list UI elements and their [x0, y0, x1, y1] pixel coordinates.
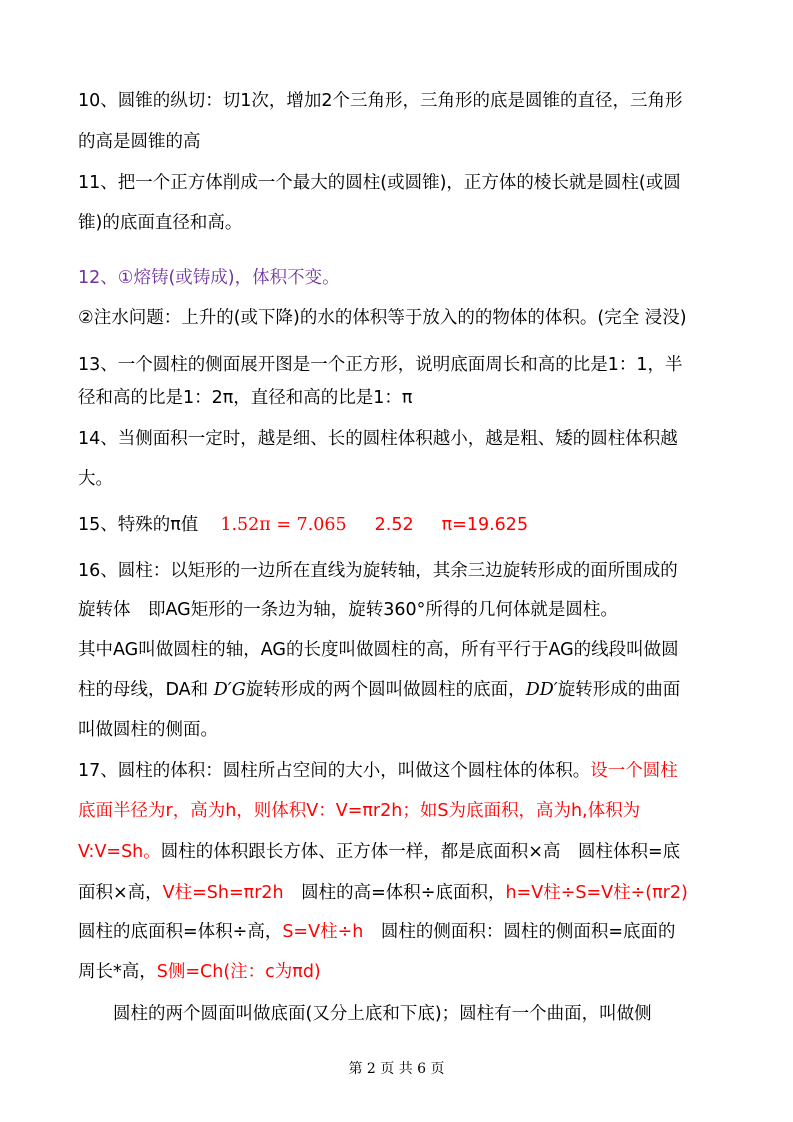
- formula-lateral-area: S侧=Ch(注：c为πd): [156, 962, 321, 982]
- item-16-line-2: 旋转体 即AG矩形的一条边为轴，旋转360°所得的几何体就是圆柱。: [78, 600, 618, 620]
- item-11-line-1: 11、把一个正方体削成一个最大的圆柱(或圆锥)，正方体的棱长就是圆柱(或圆: [78, 173, 681, 193]
- item-17-line-5-a: 圆柱的底面积=体积÷高，: [78, 922, 283, 942]
- paragraph-line: 圆柱的两个圆面叫做底面(又分上底和下底)；圆柱有一个曲面，叫做侧: [78, 1004, 652, 1024]
- item-17-line-1-b: 设一个圆柱: [590, 761, 678, 781]
- item-14-line-1: 14、当侧面积一定时，越是细、长的圆柱体积越小，越是粗、矮的圆柱体积越: [78, 429, 678, 449]
- item-16-line-1: 16、圆柱：以矩形的一边所在直线为旋转轴，其余三边旋转形成的面所围成的: [78, 561, 678, 581]
- item-17-line-6: [78, 961, 728, 983]
- item-17-line-4: [78, 882, 728, 904]
- special-pi-value-3: π=19.625: [441, 515, 529, 535]
- item-13-line-2: 径和高的比是1：2π，直径和高的比是1：π: [78, 388, 413, 408]
- page-footer: 第 2 页 共 6 页: [348, 1061, 445, 1077]
- item-11-line-2: 锥)的底面直径和高。: [78, 213, 243, 233]
- formula-volume: V柱=Sh=πr2h: [162, 883, 284, 903]
- item-17-line-3-b: 圆柱的体积跟长方体、正方体一样，都是底面积×高 圆柱体积=底: [160, 842, 681, 862]
- item-14-line-2: 大。: [78, 469, 113, 489]
- item-16-line-4: [78, 679, 728, 701]
- item-17-line-3-a: V:V=Sh。: [78, 842, 161, 862]
- formula-height: h=V柱÷S=V柱÷(πr2): [505, 883, 688, 903]
- item-16-line-3: 其中AG叫做圆柱的轴，AG的长度叫做圆柱的高，所有平行于AG的线段叫做圆: [78, 640, 679, 660]
- item-17-line-5: [78, 921, 728, 943]
- segment-dd-prime: DD′: [525, 680, 558, 700]
- item-15-label: 15、特殊的π值: [78, 515, 199, 535]
- item-17-line-1-a: 17、圆柱的体积：圆柱所占空间的大小，叫做这个圆柱体的体积。: [78, 761, 591, 781]
- item-10-line-1: 10、圆锥的纵切：切1次，增加2个三角形，三角形的底是圆锥的直径，三角形: [78, 91, 683, 111]
- item-12-line-1: 12、①熔铸(或铸成)，体积不变。: [78, 268, 340, 288]
- item-12-line-2: ②注水问题：上升的(或下降)的水的体积等于放入的的物体的体积。(完全 浸没): [78, 308, 687, 328]
- item-13-line-1: 13、一个圆柱的侧面展开图是一个正方形，说明底面周长和高的比是1：1，半: [78, 355, 683, 375]
- item-17-line-5-c: 圆柱的侧面积：圆柱的侧面积=底面的: [363, 922, 676, 942]
- special-pi-value-2: 2.52: [374, 515, 414, 535]
- item-16-line-4-c: 旋转形成的两个圆叫做圆柱的底面，: [245, 680, 526, 700]
- item-16-line-5: 叫做圆柱的侧面。: [78, 720, 218, 740]
- item-17-line-6-a: 周长*高，: [78, 962, 157, 982]
- item-17-line-1: [78, 760, 728, 782]
- item-17-line-3: [78, 841, 728, 863]
- item-16-line-4-a: 柱的母线，DA和: [78, 680, 214, 700]
- item-17-line-4-c: 圆柱的高=体积÷底面积，: [283, 883, 506, 903]
- special-pi-value-1: 1.52π = 7.065: [220, 515, 347, 535]
- item-15-line: [78, 514, 728, 536]
- item-10-line-2: 的高是圆锥的高: [78, 132, 201, 152]
- item-17-line-2: 底面半径为r，高为h，则体积V：V=πr2h；如S为底面积，高为h,体积为: [78, 801, 641, 821]
- item-17-line-4-a: 面积×高，: [78, 883, 163, 903]
- item-16-line-4-e: 旋转形成的曲面: [557, 680, 681, 700]
- segment-d-prime-g: D′G: [213, 680, 246, 700]
- formula-base-area: S=V柱÷h: [282, 922, 364, 942]
